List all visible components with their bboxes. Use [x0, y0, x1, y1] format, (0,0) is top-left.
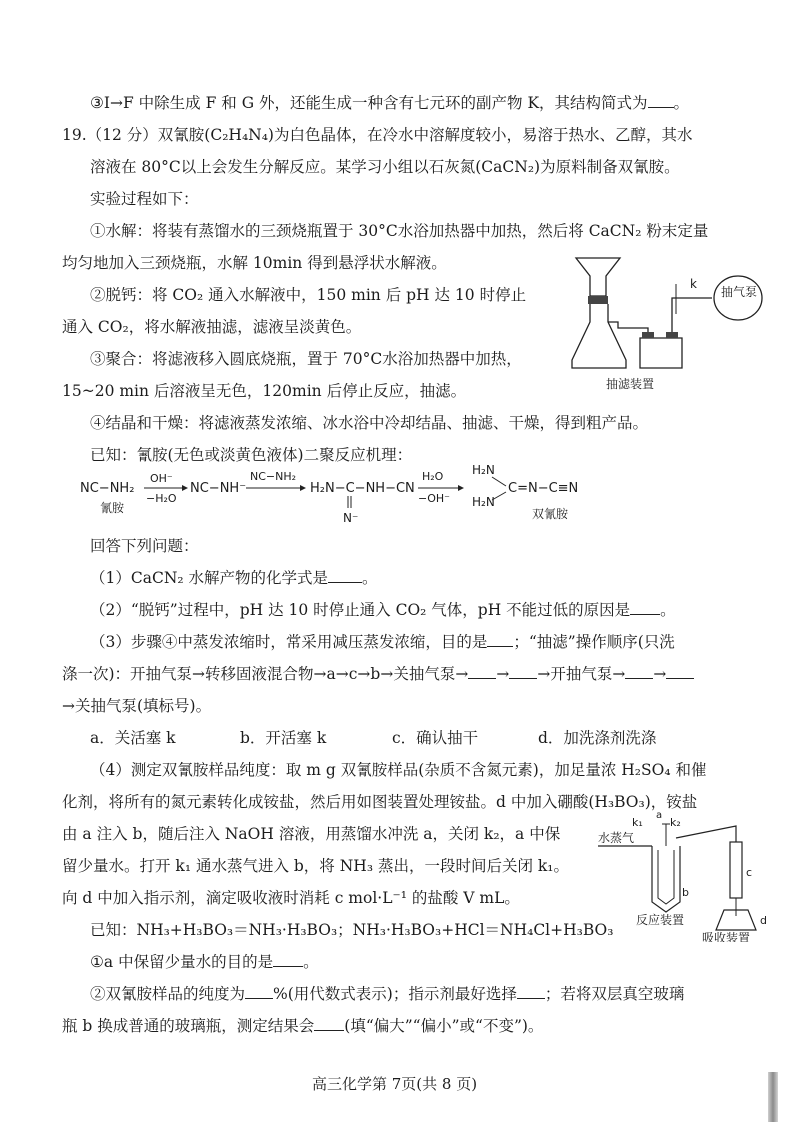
question-18-3-line [90, 93, 689, 113]
label-k: k [690, 277, 697, 291]
question-1-line [90, 568, 378, 588]
question-19-header: 19.（12 分）双氰胺(C₂H₄N₄)为白色晶体，在冷水中溶解度较小，易溶于热水、乙醇，其水 [62, 126, 693, 144]
scheme-arrow3-bottom: −OH⁻ [418, 492, 450, 505]
scheme-product-nh2-bottom: H₂N [472, 495, 495, 509]
scheme-arrow3-top: H₂O [422, 470, 444, 483]
paragraph-line: 化剂，将所有的氮元素转化成铵盐，然后用如图装置处理铵盐。d 中加入硼酸(H₃BO₃)，铵盐 [62, 793, 698, 811]
label-steam: 水蒸气 [598, 831, 635, 845]
question-4-2-line [90, 984, 684, 1004]
line-end: (填“偏大”“偏小”或“不变”)。 [344, 1017, 544, 1035]
funnel-a [662, 824, 670, 846]
label-b: b [682, 886, 689, 899]
condenser-tube [676, 826, 736, 842]
label-k2: k₂ [670, 816, 681, 829]
line-text: ③I→F 中除生成 F 和 G 外，还能生成一种含有七元环的副产物 K，其结构简式为 [90, 94, 648, 112]
answer-blank [648, 93, 674, 108]
paragraph-line: 15~20 min 后溶液呈无色，120min 后停止反应，抽滤。 [62, 382, 467, 400]
scheme-arrow1-head [182, 485, 188, 491]
paragraph-line: 由 a 注入 b，随后注入 NaOH 溶液，用蒸馏水冲洗 a，关闭 k₂，a 中保 [62, 825, 561, 843]
answer-blank [509, 664, 537, 679]
line-end: 。 [673, 94, 690, 112]
safety-stopper-1 [642, 332, 654, 338]
answer-blank [328, 568, 362, 583]
questions-intro: 回答下列问题： [90, 537, 199, 555]
question-3-line [90, 632, 675, 652]
answer-blank [666, 664, 694, 679]
scheme-intermediate-sub: N⁻ [343, 511, 359, 525]
condenser-c [730, 842, 742, 898]
filtration-caption: 抽滤装置 [606, 377, 655, 391]
vessel-b-outer [652, 846, 680, 912]
step-3-line: ③聚合：将滤液移入圆底烧瓶，置于 70°C水浴加热器中加热， [90, 350, 522, 368]
line-end: 。 [660, 601, 676, 619]
option-d: d．加洗涤剂洗涤 [538, 729, 657, 747]
reaction-caption: 反应装置 [636, 913, 685, 927]
question-3-line-2: 涤一次)：开抽气泵→转移固液混合物→a→c→b→关抽气泵→ → →开抽气泵→ → [62, 664, 694, 684]
scheme-arrow1-top: OH⁻ [150, 472, 173, 485]
paragraph-line: 均匀地加入三颈烧瓶，水解 10min 得到悬浮状水解液。 [62, 254, 447, 272]
option-a: a．关活塞 k [90, 729, 176, 747]
safety-bottle [640, 338, 682, 368]
line-text: 瓶 b 换成普通的玻璃瓶，测定结果会 [62, 1017, 315, 1035]
scan-edge-shadow [768, 1072, 778, 1122]
buchner-funnel [576, 258, 620, 296]
scheme-arrow2-head [300, 485, 306, 491]
question-3-line-3: →关抽气泵(填标号)。 [62, 697, 212, 715]
question-4-2-line-2 [62, 1016, 543, 1036]
suction-filtration-figure [562, 248, 772, 393]
filter-flask [572, 304, 626, 368]
scheme-product-label: 双氰胺 [532, 507, 569, 521]
paragraph-line: 留少量水。打开 k₁ 通水蒸气进入 b，将 NH₃ 蒸出，一段时间后关闭 k₁。 [62, 857, 569, 875]
answer-blank [517, 984, 545, 999]
scheme-arrow1-bottom: −H₂O [146, 492, 177, 505]
question-4-1-line [90, 952, 319, 972]
line-text: ①a 中保留少量水的目的是 [90, 953, 274, 971]
answer-blank [625, 664, 653, 679]
scheme-anion: NC−NH⁻ [190, 481, 247, 496]
line-end: 。 [303, 953, 319, 971]
step-4-line: ④结晶和干燥：将滤液蒸发浓缩、冰水浴中冷却结晶、抽滤、干燥，得到粗产品。 [90, 414, 649, 432]
scheme-product: C=N−C≡N [508, 481, 579, 496]
option-c: c．确认抽干 [392, 729, 479, 747]
line-text: 涤一次)：开抽气泵→转移固液混合物→a→c→b→关抽气泵→ [62, 665, 469, 683]
paragraph-line: 通入 CO₂，将水解液抽滤，滤液呈淡黄色。 [62, 318, 362, 336]
scheme-arrow3-head [458, 485, 464, 491]
label-pump: 抽气泵 [721, 285, 758, 299]
option-b: b．开活塞 k [240, 729, 327, 747]
scheme-product-nh2-top: H₂N [472, 463, 495, 477]
pump-tube [672, 298, 712, 332]
paragraph-line: 实验过程如下： [90, 190, 199, 208]
label-a: a [656, 812, 663, 821]
answer-blank [273, 952, 303, 967]
absorption-caption: 吸收装置 [702, 931, 751, 942]
known-mechanism-line: 已知：氰胺(无色或淡黄色液体)二聚反应机理： [90, 446, 413, 464]
line-text: →开抽气泵→ [537, 665, 626, 683]
line-end: 。 [362, 569, 378, 587]
line-text: （3）步骤④中蒸发浓缩时，常采用减压蒸发浓缩，目的是 [90, 633, 488, 651]
line-text: ；“抽滤”操作顺序(只洗 [513, 633, 675, 651]
vessel-b-inner [658, 850, 674, 904]
label-k1: k₁ [632, 816, 643, 829]
scheme-cyanamide: NC−NH₂ [80, 481, 135, 496]
scheme-bond-top [492, 477, 506, 486]
line-text: ②双氰胺样品的纯度为 [90, 985, 246, 1003]
answer-blank [314, 1016, 344, 1031]
line-text: %(用代数式表示)；指示剂最好选择 [273, 985, 517, 1003]
step-1-line: ①水解：将装有蒸馏水的三颈烧瓶置于 30°C水浴加热器中加热，然后将 CaCN₂ 粉末定量 [90, 222, 709, 240]
rubber-stopper [588, 296, 608, 304]
known-equations-line: 已知：NH₃+H₃BO₃＝NH₃·H₃BO₃；NH₃·H₃BO₃+HCl＝NH₄Cl+H₃BO₃ [90, 921, 614, 939]
paragraph-line: 向 d 中加入指示剂，滴定吸收液时消耗 c mol·L⁻¹ 的盐酸 V mL。 [62, 889, 520, 907]
reaction-absorption-figure [596, 812, 776, 942]
scheme-cyanamide-label: 氰胺 [100, 501, 125, 515]
paragraph-line: 溶液在 80°C以上会发生分解反应。某学习小组以石灰氮(CaCN₂)为原料制备双氰胺。 [90, 158, 680, 176]
step-2-line: ②脱钙：将 CO₂ 通入水解液中，150 min 后 pH 达 10 时停止 [90, 286, 527, 304]
label-d: d [760, 914, 767, 927]
line-text: ；若将双层真空玻璃 [544, 985, 685, 1003]
question-4-line: （4）测定双氰胺样品纯度：取 m g 双氰胺样品(杂质不含氮元素)，加足量浓 H₂SO₄ 和催 [90, 761, 707, 779]
answer-blank [630, 600, 660, 615]
scheme-intermediate: H₂N−C−NH−CN [310, 481, 415, 496]
line-text: （2）“脱钙”过程中，pH 达 10 时停止通入 CO₂ 气体，pH 不能过低的原因是 [90, 601, 631, 619]
safety-stopper-2 [666, 332, 678, 338]
page-footer: 高三化学第 7页(共 8 页) [312, 1075, 478, 1093]
answer-blank [487, 632, 513, 647]
answer-blank [245, 984, 273, 999]
scheme-arrow2-top: NC−NH₂ [250, 470, 297, 483]
answer-blank [468, 664, 496, 679]
line-text: （1）CaCN₂ 水解产物的化学式是 [90, 569, 329, 587]
question-2-line [90, 600, 676, 620]
label-c: c [746, 866, 753, 879]
